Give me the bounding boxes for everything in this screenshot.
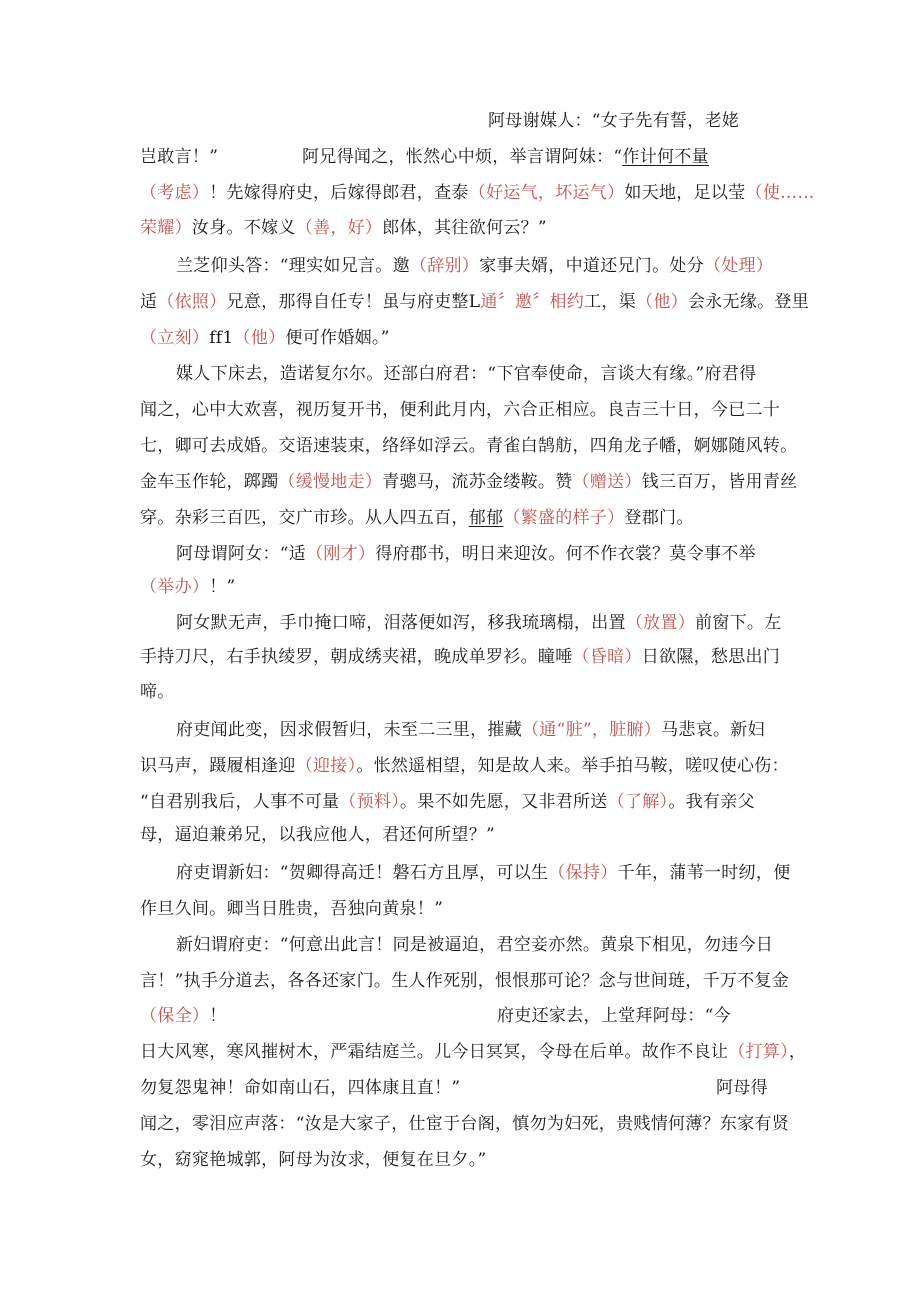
text-line	[176, 542, 790, 566]
text-segment: 作旦久间。卿当日胜贵，吾独向黄泉！”	[140, 899, 444, 919]
text-line	[140, 754, 790, 778]
gloss-annotation: （繁盛的样子）	[503, 508, 625, 528]
gloss-annotation: （迎接）	[295, 756, 357, 776]
text-segment: 女，窈窕艳城郭，阿母为汝求，便复在旦夕。”	[140, 1150, 487, 1170]
text-segment: 如天地，足以莹	[624, 183, 746, 203]
gloss-annotation: （举办）	[140, 577, 210, 597]
gloss-annotation: （保全）	[140, 1006, 210, 1026]
underlined-phrase: 作计何不量	[622, 147, 709, 167]
text-line	[302, 145, 920, 169]
text-line	[176, 933, 790, 957]
text-segment: 七，卿可去成婚。交语速装束，络绎如浮云。青雀白鹄舫，四角龙子幡，婀娜随风转。	[140, 436, 798, 456]
text-segment: ，	[788, 1042, 807, 1062]
text-line	[716, 1076, 920, 1100]
gloss-annotation: （放置）	[625, 613, 696, 633]
gloss-annotation: （好运气，坏运气）	[468, 183, 625, 203]
text-segment: 府吏还家去，上堂拜阿母：“今	[497, 1006, 731, 1026]
text-line	[176, 861, 790, 885]
text-line	[140, 790, 790, 814]
text-segment: 阿母谢媒人：“女子先有誓，老姥	[488, 111, 740, 131]
text-segment: 便可作婚姻。”	[285, 328, 390, 348]
gloss-annotation: （保持）	[548, 863, 618, 883]
text-segment: 日欲隰，愁思出门	[641, 647, 781, 667]
text-line	[140, 680, 790, 704]
text-segment: 母，逼迫兼弟兄，以我应他人，君还何所望？”	[140, 825, 495, 845]
text-segment: “自君别我后，人事不可量	[140, 792, 340, 812]
text-segment: ！	[209, 1006, 227, 1026]
text-line	[140, 1112, 790, 1136]
text-line	[140, 1076, 790, 1100]
text-segment: 府吏闻此变，因求假暂归，未至二三里，摧藏	[176, 720, 522, 740]
gloss-annotation: （使……	[745, 183, 815, 203]
text-segment: 岂敢言！”	[140, 147, 219, 167]
gloss-annotation: 通〞邀〞相约	[480, 292, 585, 312]
text-segment: 识马声，蹑履相逢迎	[140, 756, 296, 776]
text-segment: 会永无缘。登里	[687, 292, 810, 312]
text-segment: 手持刀尺，右手执绫罗，朝成绣夹裙，晚成单罗衫。瞳唾	[140, 647, 573, 667]
gloss-annotation: （刚才）	[306, 544, 376, 564]
text-line	[140, 326, 790, 350]
text-line	[140, 575, 790, 599]
text-segment: 新妇谓府吏：“何意出此言！同是被逼迫，君空妾亦然。黄泉下相见，勿违今日	[176, 935, 774, 955]
text-segment: 郎体，其往欲何云？”	[382, 218, 547, 238]
gloss-annotation: 荣耀）	[140, 218, 192, 238]
text-line	[140, 290, 810, 314]
text-line	[176, 611, 790, 635]
underlined-phrase: 郁郁	[468, 508, 504, 528]
gloss-annotation: （缓慢地走）	[278, 472, 383, 492]
text-segment: 前窗下。左	[695, 613, 782, 633]
gloss-annotation: （他）	[636, 292, 688, 312]
text-segment: 金车玉作轮，踯躅	[140, 472, 279, 492]
text-line	[140, 969, 790, 993]
gloss-annotation: （立刻）	[140, 328, 210, 348]
text-segment: 阿母得	[716, 1078, 768, 1098]
text-line	[140, 1040, 807, 1064]
text-segment: 适	[140, 292, 158, 312]
text-line	[176, 362, 790, 386]
text-segment: 。怅然遥相望，知是故人来。举手拍马鞍，嗟叹使心伤：	[356, 756, 789, 776]
text-line	[140, 434, 798, 458]
text-line	[140, 506, 790, 530]
text-line	[140, 645, 790, 669]
text-segment: 马悲哀。新妇	[661, 720, 765, 740]
text-segment: 青骢马，流苏金缕鞍。赞	[382, 472, 573, 492]
gloss-annotation: （辞别）	[409, 256, 480, 276]
text-line	[140, 1148, 790, 1172]
text-segment: 勿复怨鬼神！命如南山石，四体康且直！”	[140, 1078, 461, 1098]
text-segment: 阿女默无声，手巾掩口啼，泪落便如泻，移我琉璃榻，出置	[176, 613, 626, 633]
text-segment: 府吏谓新妇：“贺卿得高迁！磐石方且厚，可以生	[176, 863, 549, 883]
text-segment: 千年，蒲苇一时纫，便	[617, 863, 791, 883]
text-line	[140, 897, 790, 921]
text-segment: 兰芝仰头答：“理实如兄言。邀	[176, 256, 410, 276]
gloss-annotation: （依照）	[157, 292, 227, 312]
text-segment: 言！”执手分道去，各各还家门。生人作死别，恨恨那可论？念与世间琏，千万不复金	[140, 971, 790, 991]
text-segment: 。我有亲父	[668, 792, 755, 812]
gloss-annotation: （昏暗）	[572, 647, 642, 667]
text-segment: 得府郡书，明日来迎汝。何不作衣裳？莫令事不举	[375, 544, 756, 564]
text-segment: ！”	[209, 577, 236, 597]
gloss-annotation: （善，好）	[295, 218, 383, 238]
gloss-annotation: （处理）	[704, 256, 774, 276]
text-segment: 啼。	[140, 682, 175, 702]
gloss-annotation: （了解）	[607, 792, 669, 812]
text-segment: 穿。杂彩三百匹，交广市珍。从人四五百，	[140, 508, 469, 528]
text-line	[140, 398, 790, 422]
text-segment: 闻之，零泪应声落：“汝是大家子，仕宦于台阁，慎勿为妇死，贵贱情何薄？东家有贤	[140, 1114, 790, 1134]
text-segment: 汝身。不嫁义	[191, 218, 296, 238]
text-segment: ff1	[209, 328, 234, 348]
gloss-annotation: （预料）	[339, 792, 400, 812]
gloss-annotation: （考虑）	[140, 183, 210, 203]
gloss-annotation: （他）	[233, 328, 286, 348]
gloss-annotation: （通“脏”，脏腑）	[522, 720, 662, 740]
gloss-annotation: （赠送）	[572, 472, 642, 492]
text-segment: 钱三百万，皆用青丝	[641, 472, 798, 492]
text-segment: 阿兄得闻之，怅然心中烦，举言谓阿妹：“	[302, 147, 623, 167]
text-segment: 闻之，心中大欢喜，视历复开书，便利此月内，六合正相应。良吉三十日，今已二十	[140, 400, 781, 420]
text-segment: 家事夫婿，中道还兄门。处分	[479, 256, 704, 276]
text-segment: 。果不如先愿，又非君所送	[400, 792, 608, 812]
text-segment: 兄意，那得自任专！虽与府吏整L	[226, 292, 481, 312]
text-line	[497, 1004, 920, 1028]
text-line	[140, 216, 790, 240]
text-line	[488, 109, 920, 133]
gloss-annotation: （打算）	[728, 1042, 789, 1062]
text-line	[140, 823, 790, 847]
text-segment: 日大风寒，寒风摧树木，严霜结庭兰。儿今日冥冥，令母在后单。故作不良让	[140, 1042, 729, 1062]
text-segment: ！先嫁得府史，后嫁得郎君，查泰	[209, 183, 469, 203]
text-segment: 登郡门。	[624, 508, 694, 528]
text-line	[176, 718, 790, 742]
text-segment: 阿母谓阿女：“适	[176, 544, 307, 564]
text-line	[176, 254, 790, 278]
text-line	[140, 181, 815, 205]
text-line	[140, 470, 798, 494]
text-segment: 工，渠	[584, 292, 637, 312]
text-segment: 媒人下床去，造诺复尔尔。还部白府君：“下官奉使命，言谈大有缘。”府君得	[176, 364, 757, 384]
